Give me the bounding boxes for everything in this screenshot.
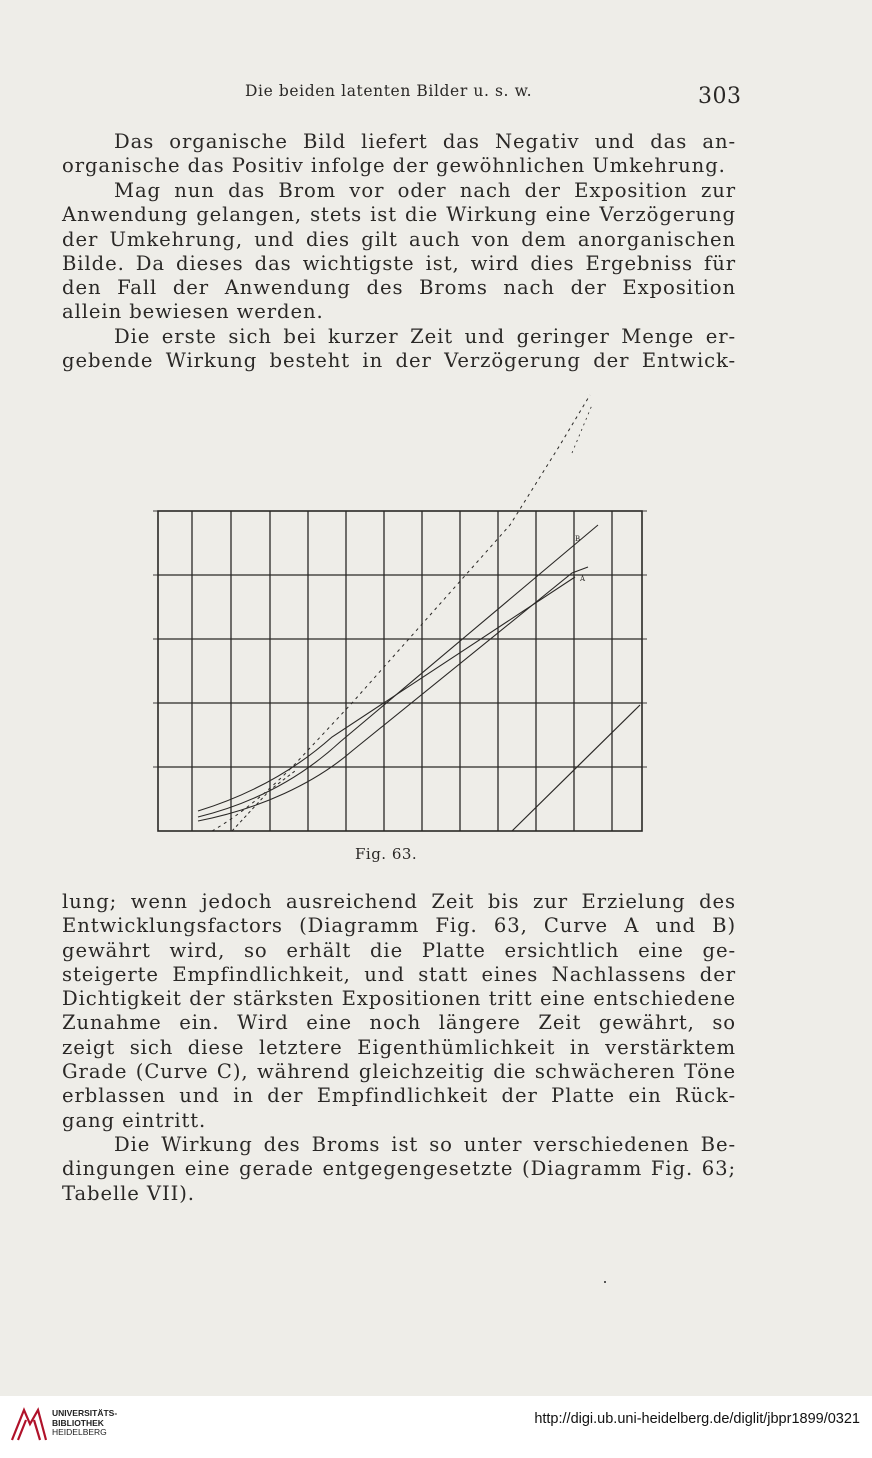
text-line: der Umkehrung, und dies gilt auch von dem anorganischen <box>62 227 736 251</box>
curve-a <box>198 577 575 811</box>
figure-caption: Fig. 63. <box>355 845 418 863</box>
curve-b-end <box>198 567 588 821</box>
text-line: gang eintritt. <box>62 1108 207 1132</box>
text-line: Grade (Curve C), während gleichzeitig die schwächeren Töne <box>62 1060 736 1084</box>
page-mark <box>604 1281 606 1283</box>
text-line: Bilde. Da dieses das wichtigste ist, wird dies Ergebniss für <box>62 251 736 275</box>
paragraph-5 <box>62 1133 736 1206</box>
institution-name <box>52 1409 117 1438</box>
running-title: Die beiden latenten Bilder u. s. w. <box>245 82 533 100</box>
text-line: Mag nun das Brom vor oder nach der Exposition zur <box>114 179 736 202</box>
institution-line: BIBLIOTHEK <box>52 1417 104 1428</box>
text-line: steigerte Empfindlichkeit, und statt eines Nachlassens der <box>62 962 736 986</box>
page-number: 303 <box>698 84 742 109</box>
footer-bar <box>0 1396 872 1458</box>
grid-vertical-lines <box>192 511 612 831</box>
text-line: Das organische Bild liefert das Negativ und das an- <box>114 130 736 153</box>
paragraph-2 <box>62 179 736 325</box>
curve-label-b: B <box>575 535 581 543</box>
text-line: Tabelle VII). <box>62 1181 195 1205</box>
figure-diagram <box>120 385 680 865</box>
institution-line: HEIDELBERG <box>52 1427 107 1438</box>
text-line: allein bewiesen werden. <box>62 300 324 324</box>
library-logo-icon <box>8 1404 50 1446</box>
text-line: zeigt sich diese letztere Eigenthümlichkeit in verstärktem <box>62 1035 736 1059</box>
curve-b <box>198 525 598 817</box>
source-url-link[interactable]: http://digi.ub.uni-heidelberg.de/diglit/jbpr1899/0321 <box>534 1411 860 1427</box>
curve-label-a: A <box>580 575 586 583</box>
paragraph-3 <box>62 325 736 374</box>
text-line: lung; wenn jedoch ausreichend Zeit bis zur Erzielung des <box>62 890 736 913</box>
text-line: dingungen eine gerade entgegengesetzte (Diagramm Fig. 63; <box>62 1157 736 1181</box>
curve-c-start <box>232 771 295 831</box>
text-line: gebende Wirkung besteht in der Verzögerung der Entwick- <box>62 349 736 373</box>
text-line: Die Wirkung des Broms ist so unter verschiedenen Be- <box>114 1133 736 1156</box>
text-line: Anwendung gelangen, stets ist die Wirkung eine Verzögerung <box>62 203 736 227</box>
density-curve-diagram <box>120 385 680 865</box>
curve-extension-dotted <box>572 405 592 453</box>
text-line: erblassen und in der Empfindlichkeit der Platte ein Rück- <box>62 1084 736 1108</box>
text-line: den Fall der Anwendung des Broms nach der Exposition <box>62 276 736 300</box>
text-line: Zunahme ein. Wird eine noch längere Zeit gewährt, so <box>62 1011 736 1035</box>
text-line: Dichtigkeit der stärksten Expositionen tritt eine entschiedene <box>62 987 736 1011</box>
curve-c-dashed <box>212 395 590 831</box>
text-line: gewährt wird, so erhält die Platte ersichtlich eine ge- <box>62 938 736 962</box>
text-line: organische das Positiv infolge der gewöhnlichen Umkehrung. <box>62 154 726 178</box>
text-line: Entwicklungsfactors (Diagramm Fig. 63, Curve A und B) <box>62 914 736 938</box>
curve-right-line <box>512 705 640 831</box>
text-line: Die erste sich bei kurzer Zeit und geringer Menge er- <box>114 325 736 348</box>
institution-line: UNIVERSITÄTS- <box>52 1408 118 1418</box>
paragraph-4 <box>62 890 736 1133</box>
paragraph-1 <box>62 130 736 179</box>
